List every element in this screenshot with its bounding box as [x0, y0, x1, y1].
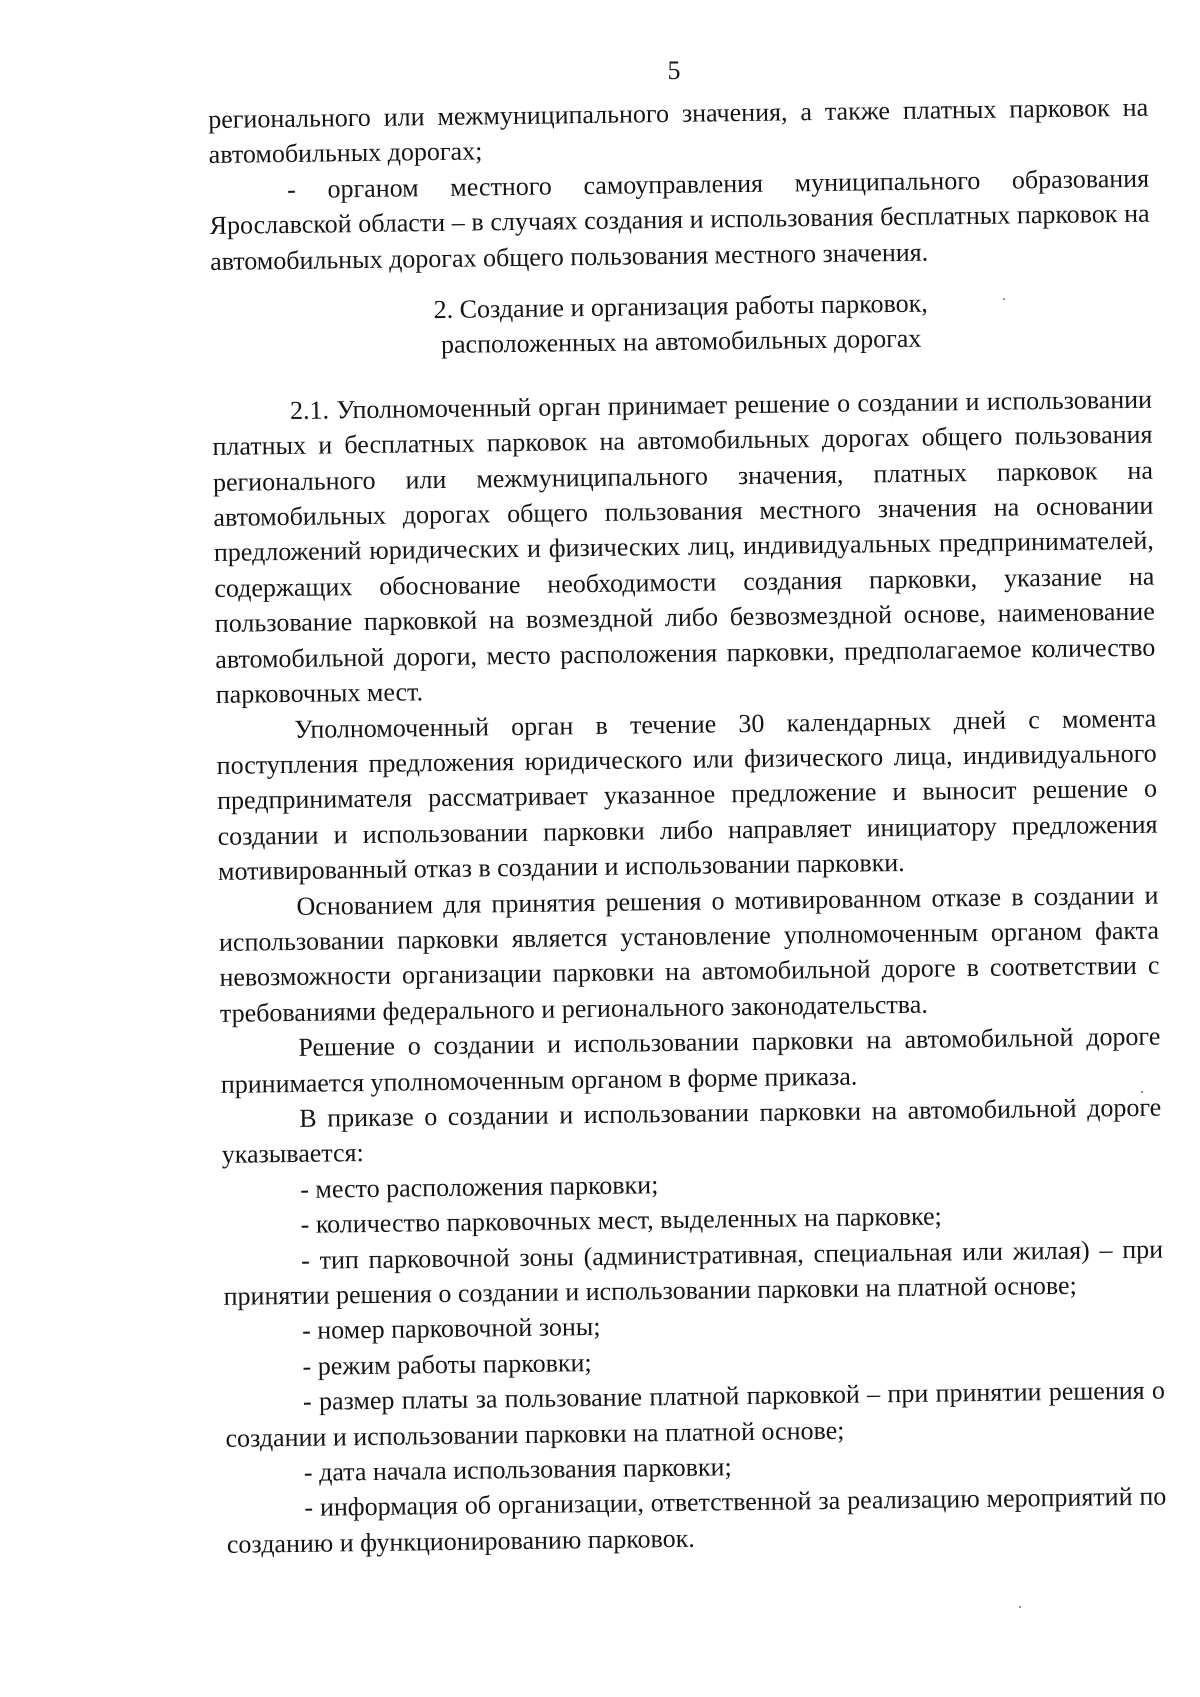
section-heading — [211, 283, 1152, 366]
document-body — [208, 90, 1167, 1562]
paragraph-review-period: Уполномоченный орган в течение 30 календарных дней с момента поступления предложения юридического или физического лица, индивидуального предпринимателя рассматривает указанное предложение и выносит решение о создании и использовании парковки либо направляет инициатору предложения мотивированный отказ в создании и использовании парковки. — [216, 703, 1158, 887]
scan-speck — [1003, 298, 1005, 300]
list-item: - место расположения парковки; — [300, 1169, 659, 1204]
page-number: 5 — [667, 56, 681, 85]
paragraph-refusal-grounds: Основанием для принятия решения о мотивированном отказе в создании и использовании парковки является установление уполномоченным органом факта невозможности организации парковки на автомобильной дороге в соответствии с требованиями федерального и регионального законодательства. — [218, 880, 1160, 1028]
intro-list-item: - органом местного самоуправления муниципального образования Ярославской области – в случаях создания и использования бесплатных парковок на автомобильных дорогах общего пользования местного значения. — [209, 163, 1150, 276]
paragraph-2-1: 2.1. Уполномоченный орган принимает решение о создании и использовании платных и бесплатных парковок на автомобильных дорогах общего пользования регионального или межмуниципального значения, платных парковок на автомобильных дорогах общего пользования местного значения на основании предложений юридических и физических лиц, индивидуальных предпринимателей, содержащих обоснование необходимости создания парковки, указание на пользование парковкой на возмездной либо безвозмездной основе, наименование автомобильной дороги, место расположения парковки, предполагаемое количество парковочных мест. — [212, 384, 1156, 710]
list-item: - режим работы парковки; — [302, 1347, 592, 1381]
section-heading-line-1: 2. Создание и организация работы парковок, — [433, 288, 928, 325]
intro-continuation-paragraph: регионального или межмуниципального значения, а также платных парковок на автомобильных дорогах; — [208, 92, 1149, 170]
scan-speck — [1141, 1091, 1143, 1093]
list-item: - номер парковочной зоны; — [301, 1312, 601, 1346]
list-item: - информация об организации, ответственной за реализацию мероприятий по созданию и функционированию парковок. — [226, 1482, 1167, 1559]
scan-speck — [1019, 1606, 1021, 1608]
list-item: - размер платы за пользование платной парковкой – при принятии решения о создании и использовании парковки на платной основе; — [225, 1375, 1166, 1453]
paragraph-order-contents: В приказе о создании и использовании парковки на автомобильной дороге указывается: — [221, 1092, 1162, 1170]
paragraph-decision-form: Решение о создании и использовании парковки на автомобильной дороге принимается уполномоченным органом в форме приказа. — [220, 1021, 1161, 1099]
list-item: - количество парковочных мест, выделенных на парковке; — [300, 1201, 942, 1240]
list-item: - тип парковочной зоны (административная, специальная или жилая) – при принятии решения о создании и использовании парковки на платной основе; — [223, 1234, 1164, 1311]
list-item: - дата начала использования парковки; — [303, 1452, 732, 1487]
section-heading-line-2: расположенных на автомобильных дорогах — [440, 324, 922, 360]
